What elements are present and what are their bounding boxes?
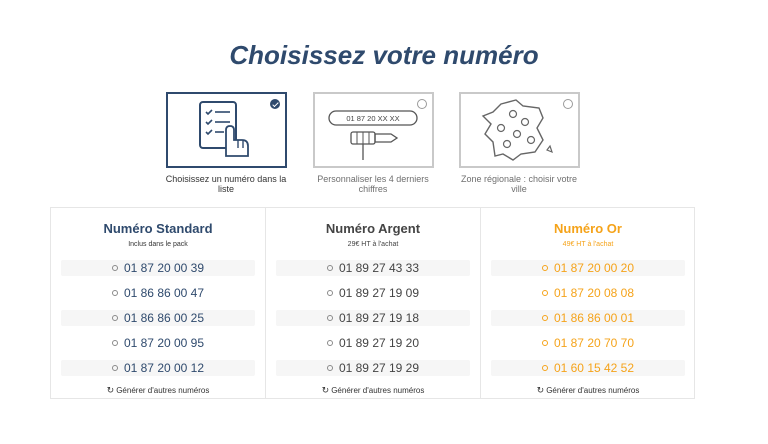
regenerate-link[interactable]: ↻ Générer d'autres numéros [106, 385, 210, 395]
radio-icon[interactable] [327, 340, 333, 346]
radio-icon[interactable] [112, 265, 118, 271]
card-standard [51, 208, 265, 398]
number-option[interactable]: 01 87 20 00 20 [491, 260, 685, 276]
radio-icon[interactable] [112, 365, 118, 371]
radio-icon[interactable] [542, 315, 548, 321]
number-option[interactable]: 01 87 20 00 12 [61, 360, 255, 376]
number-option[interactable]: 01 89 27 19 20 [276, 335, 470, 351]
number-option[interactable]: 01 86 86 00 47 [61, 285, 255, 301]
number-option[interactable]: 01 89 27 19 09 [276, 285, 470, 301]
card-title: Numéro Or [554, 221, 622, 236]
number-option[interactable]: 01 87 20 00 39 [61, 260, 255, 276]
number-option[interactable]: 01 89 27 43 33 [276, 260, 470, 276]
checklist-hand-icon [168, 94, 285, 166]
number-option[interactable]: 01 89 27 19 18 [276, 310, 470, 326]
number-option[interactable]: 01 89 27 19 29 [276, 360, 470, 376]
radio-icon[interactable] [327, 265, 333, 271]
refresh-icon: ↻ [106, 385, 115, 395]
custom-number-field-text: 01 87 20 XX XX [346, 114, 400, 123]
refresh-icon: ↻ [536, 385, 545, 395]
option-label-list: Choisissez un numéro dans la liste [165, 174, 287, 194]
card-or [480, 208, 695, 398]
option-choose-from-list[interactable] [166, 92, 287, 168]
radio-icon[interactable] [327, 290, 333, 296]
number-option[interactable]: 01 87 20 00 95 [61, 335, 255, 351]
regenerate-link[interactable]: ↻ Générer d'autres numéros [536, 385, 640, 395]
custom-number-pen-icon [315, 94, 432, 166]
radio-icon[interactable] [542, 340, 548, 346]
number-option[interactable]: 01 86 86 00 01 [491, 310, 685, 326]
option-label-regional: Zone régionale : choisir votre ville [460, 174, 578, 194]
option-regional-zone[interactable] [459, 92, 580, 168]
number-option[interactable]: 01 60 15 42 52 [491, 360, 685, 376]
france-map-icon [461, 94, 578, 166]
number-option[interactable]: 01 86 86 00 25 [61, 310, 255, 326]
radio-icon[interactable] [327, 315, 333, 321]
number-option[interactable]: 01 87 20 70 70 [491, 335, 685, 351]
card-subtitle: 29€ HT à l'achat [347, 241, 399, 248]
card-argent [265, 208, 480, 398]
card-title: Numéro Argent [325, 221, 421, 236]
card-subtitle: Inclus dans le pack [128, 241, 188, 248]
refresh-icon: ↻ [321, 385, 330, 395]
radio-icon[interactable] [112, 315, 118, 321]
radio-icon[interactable] [112, 340, 118, 346]
option-custom-digits[interactable] [313, 92, 434, 168]
radio-icon[interactable] [542, 265, 548, 271]
card-title: Numéro Standard [103, 221, 213, 236]
radio-icon[interactable] [112, 290, 118, 296]
number-cards [50, 207, 695, 399]
number-option[interactable]: 01 87 20 08 08 [491, 285, 685, 301]
radio-icon[interactable] [327, 365, 333, 371]
card-subtitle: 49€ HT à l'achat [562, 241, 614, 248]
page-title: Choisissez votre numéro [229, 40, 539, 70]
option-label-custom: Personnaliser les 4 derniers chiffres [317, 174, 429, 194]
radio-icon[interactable] [542, 365, 548, 371]
radio-icon[interactable] [542, 290, 548, 296]
regenerate-link[interactable]: ↻ Générer d'autres numéros [321, 385, 425, 395]
